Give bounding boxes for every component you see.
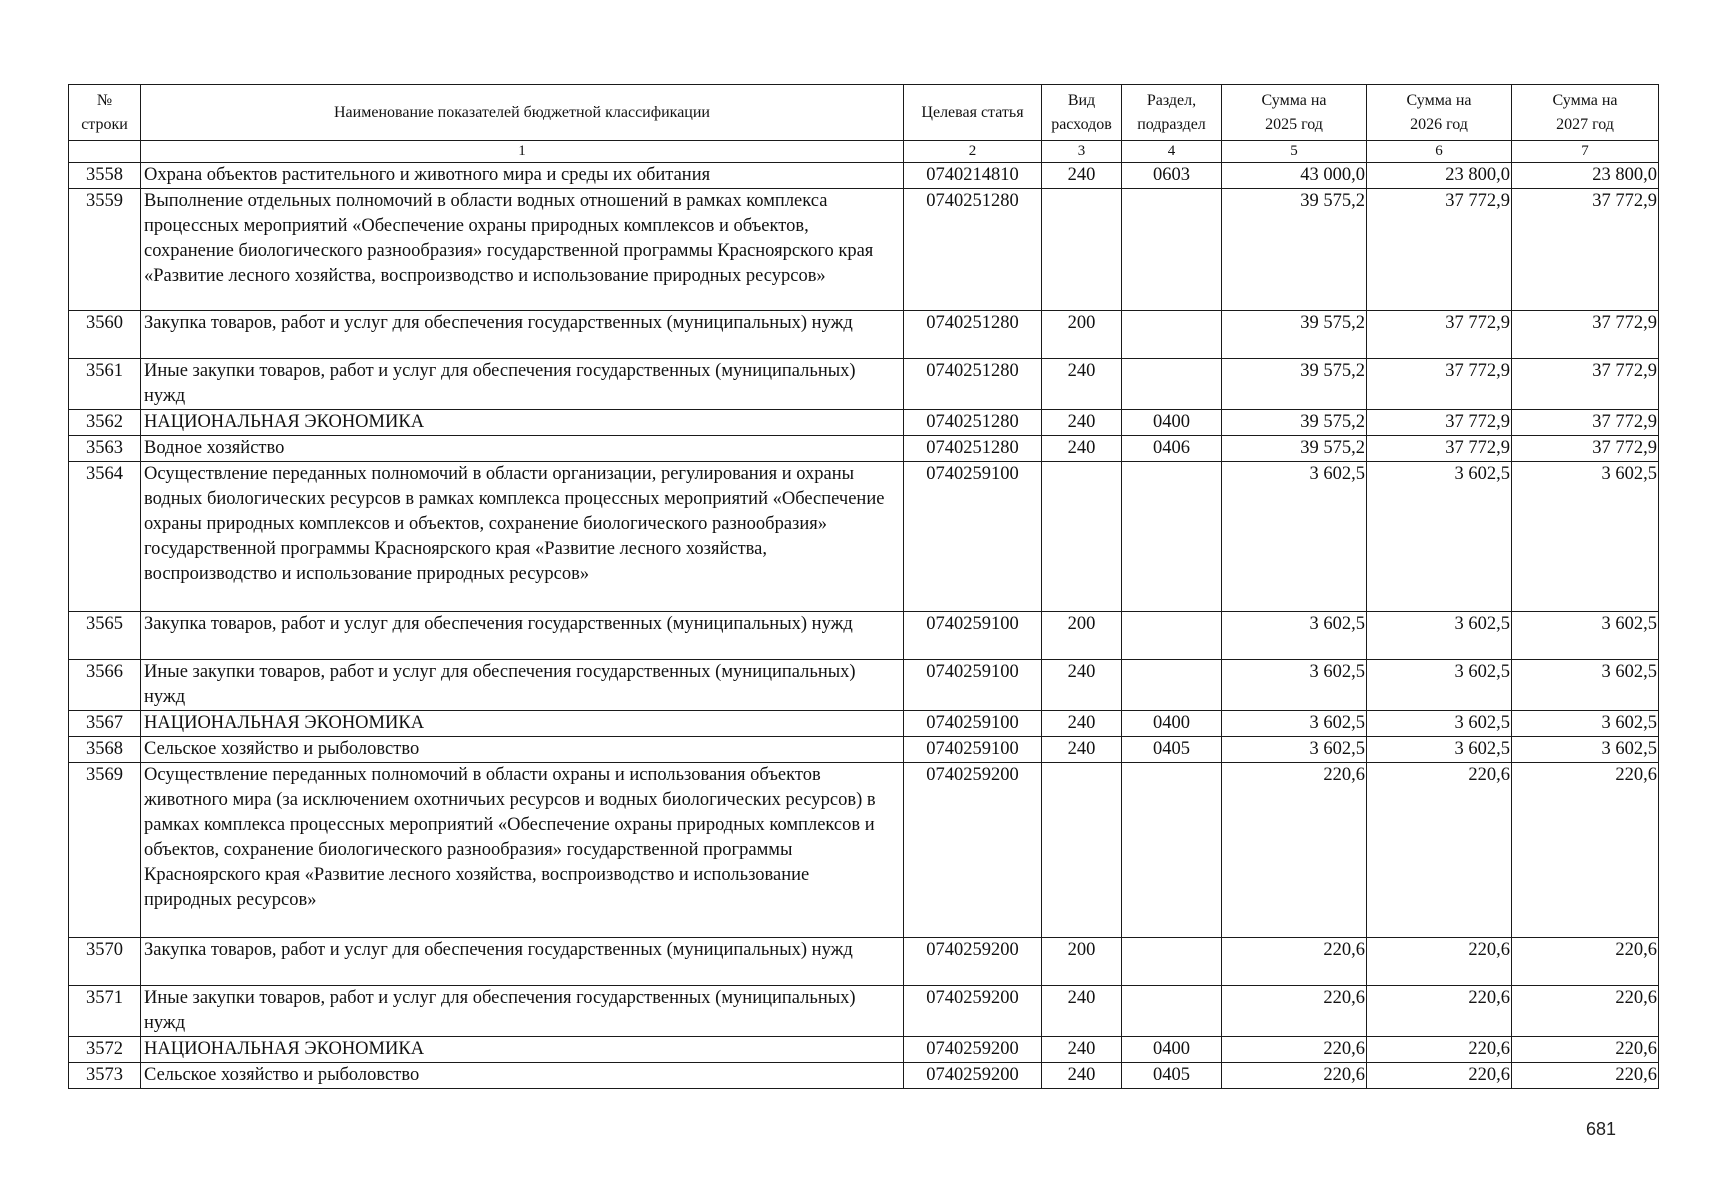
expense-kind-code: 240 [1042, 737, 1122, 763]
sum-2026: 220,6 [1367, 1063, 1512, 1089]
row-number: 3571 [69, 986, 141, 1037]
sum-2025: 3 602,5 [1222, 660, 1367, 711]
table-row [69, 763, 1659, 938]
header-indicator-name: Наименование показателей бюджетной классификации [141, 85, 904, 141]
sum-2027: 220,6 [1512, 1063, 1659, 1089]
sum-2026: 3 602,5 [1367, 612, 1512, 660]
expense-kind-code [1042, 189, 1122, 311]
sum-2026: 3 602,5 [1367, 462, 1512, 612]
target-article-code: 0740214810 [904, 163, 1042, 189]
sum-2027: 3 602,5 [1512, 462, 1659, 612]
target-article-code: 0740259200 [904, 986, 1042, 1037]
header-expense-kind [1042, 85, 1122, 141]
section-code [1122, 359, 1222, 410]
sum-2027: 220,6 [1512, 763, 1659, 938]
column-number: 3 [1042, 141, 1122, 163]
sum-2027: 220,6 [1512, 986, 1659, 1037]
table-row [69, 1037, 1659, 1063]
header-row-number-bottom: строки [81, 115, 128, 133]
table-row [69, 1063, 1659, 1089]
expense-kind-code [1042, 462, 1122, 612]
target-article-code: 0740259200 [904, 1063, 1042, 1089]
table-row [69, 359, 1659, 410]
row-number: 3570 [69, 938, 141, 986]
sum-2025: 220,6 [1222, 938, 1367, 986]
target-article-code: 0740259200 [904, 1037, 1042, 1063]
expense-kind-code: 240 [1042, 1037, 1122, 1063]
sum-2027: 3 602,5 [1512, 737, 1659, 763]
sum-2025: 39 575,2 [1222, 189, 1367, 311]
sum-2025: 220,6 [1222, 1037, 1367, 1063]
target-article-code: 0740251280 [904, 436, 1042, 462]
sum-2025: 39 575,2 [1222, 359, 1367, 410]
section-code: 0603 [1122, 163, 1222, 189]
header-sum-2025 [1222, 85, 1367, 141]
table-row [69, 189, 1659, 311]
target-article-code: 0740259200 [904, 763, 1042, 938]
column-number: 6 [1367, 141, 1512, 163]
table-row [69, 711, 1659, 737]
target-article-code: 0740259100 [904, 737, 1042, 763]
section-code [1122, 189, 1222, 311]
sum-2026: 220,6 [1367, 763, 1512, 938]
header-sum-2027-bottom: 2027 год [1556, 115, 1614, 133]
sum-2027: 37 772,9 [1512, 436, 1659, 462]
row-number: 3564 [69, 462, 141, 612]
expense-kind-code: 240 [1042, 986, 1122, 1037]
sum-2026: 3 602,5 [1367, 737, 1512, 763]
row-number: 3562 [69, 410, 141, 436]
header-expense-kind-bottom: расходов [1051, 115, 1112, 133]
section-code: 0405 [1122, 737, 1222, 763]
table-row [69, 436, 1659, 462]
sum-2027: 37 772,9 [1512, 311, 1659, 359]
header-row-number-top: № [96, 91, 113, 109]
sum-2026: 3 602,5 [1367, 660, 1512, 711]
indicator-name: НАЦИОНАЛЬНАЯ ЭКОНОМИКА [141, 711, 904, 737]
column-number: 5 [1222, 141, 1367, 163]
sum-2026: 37 772,9 [1367, 436, 1512, 462]
row-number: 3572 [69, 1037, 141, 1063]
table-header-row [69, 85, 1659, 141]
row-number: 3558 [69, 163, 141, 189]
sum-2027: 37 772,9 [1512, 359, 1659, 410]
header-row-number [69, 85, 141, 141]
sum-2026: 37 772,9 [1367, 311, 1512, 359]
expense-kind-code: 200 [1042, 311, 1122, 359]
sum-2026: 220,6 [1367, 1037, 1512, 1063]
sum-2025: 3 602,5 [1222, 711, 1367, 737]
section-code [1122, 462, 1222, 612]
row-number: 3569 [69, 763, 141, 938]
sum-2026: 220,6 [1367, 986, 1512, 1037]
target-article-code: 0740259200 [904, 938, 1042, 986]
row-number: 3560 [69, 311, 141, 359]
table-row [69, 938, 1659, 986]
target-article-code: 0740251280 [904, 189, 1042, 311]
header-sum-2027 [1512, 85, 1659, 141]
sum-2025: 39 575,2 [1222, 436, 1367, 462]
sum-2025: 3 602,5 [1222, 612, 1367, 660]
sum-2027: 3 602,5 [1512, 711, 1659, 737]
row-number: 3559 [69, 189, 141, 311]
section-code: 0400 [1122, 1037, 1222, 1063]
table-row [69, 410, 1659, 436]
header-sum-2025-bottom: 2025 год [1265, 115, 1323, 133]
table-row [69, 612, 1659, 660]
indicator-name: Закупка товаров, работ и услуг для обеспечения государственных (муниципальных) нужд [141, 311, 904, 359]
section-code [1122, 612, 1222, 660]
expense-kind-code: 240 [1042, 410, 1122, 436]
expense-kind-code: 240 [1042, 359, 1122, 410]
sum-2027: 3 602,5 [1512, 660, 1659, 711]
section-code [1122, 660, 1222, 711]
row-number: 3563 [69, 436, 141, 462]
row-number: 3565 [69, 612, 141, 660]
column-number: 2 [904, 141, 1042, 163]
sum-2025: 39 575,2 [1222, 311, 1367, 359]
target-article-code: 0740251280 [904, 311, 1042, 359]
header-sum-2026-bottom: 2026 год [1410, 115, 1468, 133]
page-number: 681 [1586, 1119, 1617, 1139]
expense-kind-code: 200 [1042, 938, 1122, 986]
section-code: 0400 [1122, 410, 1222, 436]
indicator-name: Выполнение отдельных полномочий в области водных отношений в рамках комплекса процессных мероприятий «Обеспечение охраны природных комплексов и объектов, сохранение биологического разнообразия» государственной программы Красноярского края «Развитие лесного хозяйства, воспроизводство и использование природных ресурсов» [141, 189, 904, 311]
indicator-name: Закупка товаров, работ и услуг для обеспечения государственных (муниципальных) нужд [141, 612, 904, 660]
sum-2025: 220,6 [1222, 1063, 1367, 1089]
section-code [1122, 986, 1222, 1037]
section-code [1122, 938, 1222, 986]
table-row [69, 311, 1659, 359]
sum-2025: 43 000,0 [1222, 163, 1367, 189]
sum-2025: 220,6 [1222, 763, 1367, 938]
section-code: 0400 [1122, 711, 1222, 737]
section-code: 0406 [1122, 436, 1222, 462]
row-number: 3566 [69, 660, 141, 711]
section-code: 0405 [1122, 1063, 1222, 1089]
sum-2025: 3 602,5 [1222, 462, 1367, 612]
expense-kind-code: 200 [1042, 612, 1122, 660]
target-article-code: 0740259100 [904, 462, 1042, 612]
sum-2025: 3 602,5 [1222, 737, 1367, 763]
sum-2025: 39 575,2 [1222, 410, 1367, 436]
indicator-name: Иные закупки товаров, работ и услуг для обеспечения государственных (муниципальных) нужд [141, 660, 904, 711]
header-section [1122, 85, 1222, 141]
sum-2026: 3 602,5 [1367, 711, 1512, 737]
table-row [69, 660, 1659, 711]
column-number [69, 141, 141, 163]
indicator-name: Сельское хозяйство и рыболовство [141, 1063, 904, 1089]
target-article-code: 0740251280 [904, 410, 1042, 436]
sum-2026: 37 772,9 [1367, 189, 1512, 311]
indicator-name: Закупка товаров, работ и услуг для обеспечения государственных (муниципальных) нужд [141, 938, 904, 986]
indicator-name: Осуществление переданных полномочий в области организации, регулирования и охраны водных биологических ресурсов в рамках комплекса процессных мероприятий «Обеспечение охраны природных комплексов и объектов, сохранение биологического разнообразия» государственной программы Красноярского края «Развитие лесного хозяйства, воспроизводство и использование природных ресурсов» [141, 462, 904, 612]
table-row [69, 462, 1659, 612]
expense-kind-code: 240 [1042, 163, 1122, 189]
header-section-top: Раздел, [1146, 91, 1197, 109]
header-section-bottom: подраздел [1137, 115, 1206, 133]
indicator-name: Охрана объектов растительного и животного мира и среды их обитания [141, 163, 904, 189]
row-number: 3561 [69, 359, 141, 410]
sum-2027: 220,6 [1512, 938, 1659, 986]
indicator-name: Водное хозяйство [141, 436, 904, 462]
indicator-name: НАЦИОНАЛЬНАЯ ЭКОНОМИКА [141, 1037, 904, 1063]
indicator-name: Сельское хозяйство и рыболовство [141, 737, 904, 763]
section-code [1122, 311, 1222, 359]
target-article-code: 0740259100 [904, 612, 1042, 660]
budget-table [68, 84, 1659, 1089]
target-article-code: 0740259100 [904, 711, 1042, 737]
sum-2026: 23 800,0 [1367, 163, 1512, 189]
indicator-name: Иные закупки товаров, работ и услуг для обеспечения государственных (муниципальных) нужд [141, 986, 904, 1037]
column-number: 7 [1512, 141, 1659, 163]
column-number: 1 [141, 141, 904, 163]
sum-2025: 220,6 [1222, 986, 1367, 1037]
header-sum-2027-top: Сумма на [1552, 91, 1618, 109]
sum-2026: 37 772,9 [1367, 410, 1512, 436]
expense-kind-code [1042, 763, 1122, 938]
sum-2026: 220,6 [1367, 938, 1512, 986]
sum-2026: 37 772,9 [1367, 359, 1512, 410]
column-number-row [69, 141, 1659, 163]
column-number: 4 [1122, 141, 1222, 163]
indicator-name: Осуществление переданных полномочий в области охраны и использования объектов животного мира (за исключением охотничьих ресурсов и водных биологических ресурсов) в рамках комплекса процессных мероприятий «Обеспечение охраны природных комплексов и объектов, сохранение биологического разнообразия» государственной программы Красноярского края «Развитие лесного хозяйства, воспроизводство и использование природных ресурсов» [141, 763, 904, 938]
header-sum-2025-top: Сумма на [1261, 91, 1327, 109]
indicator-name: Иные закупки товаров, работ и услуг для обеспечения государственных (муниципальных) нужд [141, 359, 904, 410]
expense-kind-code: 240 [1042, 436, 1122, 462]
table-row [69, 163, 1659, 189]
section-code [1122, 763, 1222, 938]
expense-kind-code: 240 [1042, 1063, 1122, 1089]
row-number: 3573 [69, 1063, 141, 1089]
row-number: 3568 [69, 737, 141, 763]
header-target-article: Целевая статья [904, 85, 1042, 141]
sum-2027: 23 800,0 [1512, 163, 1659, 189]
expense-kind-code: 240 [1042, 711, 1122, 737]
row-number: 3567 [69, 711, 141, 737]
table-row [69, 986, 1659, 1037]
header-expense-kind-top: Вид [1067, 91, 1096, 109]
header-sum-2026-top: Сумма на [1406, 91, 1472, 109]
header-sum-2026 [1367, 85, 1512, 141]
expense-kind-code: 240 [1042, 660, 1122, 711]
sum-2027: 37 772,9 [1512, 410, 1659, 436]
target-article-code: 0740251280 [904, 359, 1042, 410]
indicator-name: НАЦИОНАЛЬНАЯ ЭКОНОМИКА [141, 410, 904, 436]
sum-2027: 3 602,5 [1512, 612, 1659, 660]
sum-2027: 37 772,9 [1512, 189, 1659, 311]
table-row [69, 737, 1659, 763]
sum-2027: 220,6 [1512, 1037, 1659, 1063]
target-article-code: 0740259100 [904, 660, 1042, 711]
